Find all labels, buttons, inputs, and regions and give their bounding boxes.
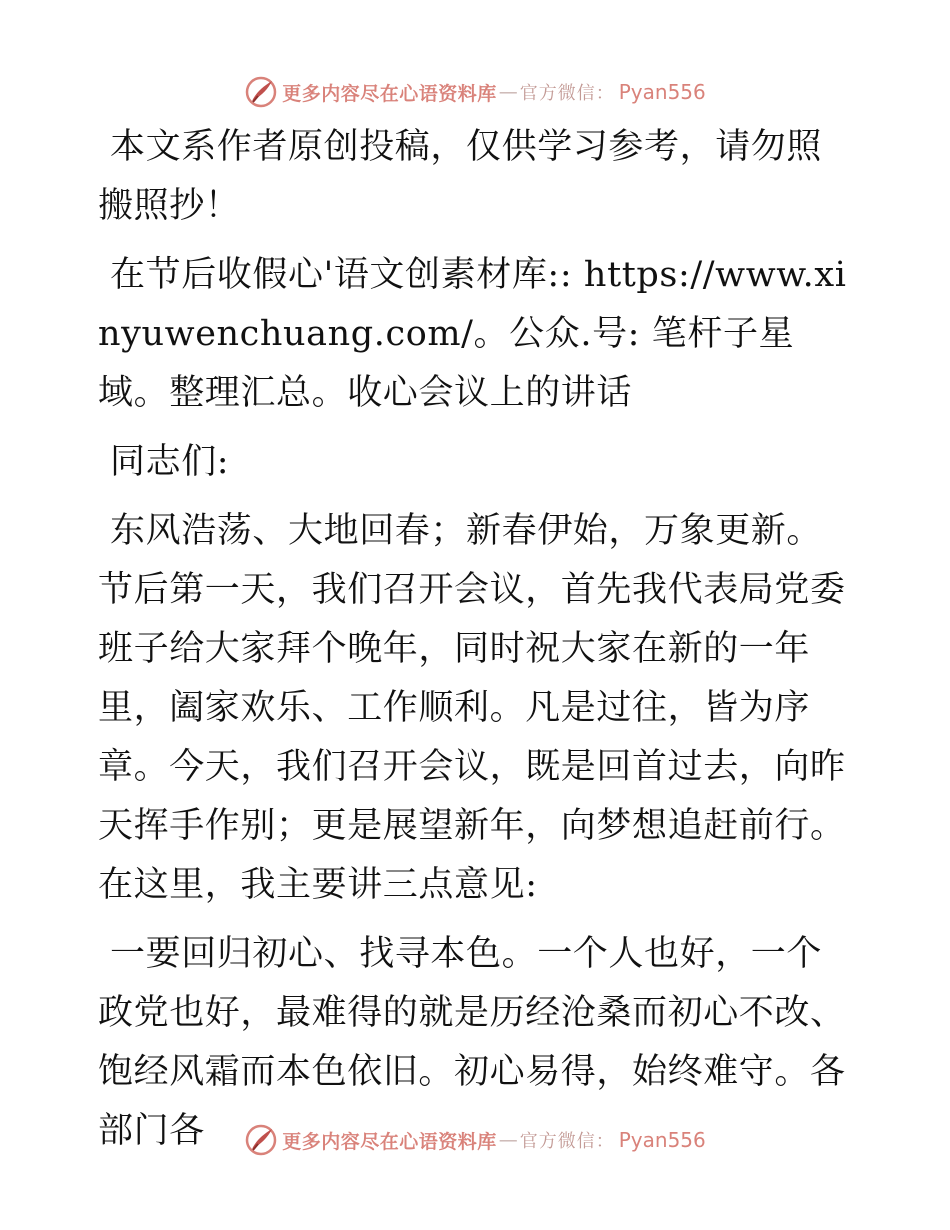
paragraph-opening: 东风浩荡、大地回春；新春伊始，万象更新。节后第一天，我们召开会议，首先我代表局党委班子给大家拜个晚年，同时祝大家在新的一年里，阖家欢乐、工作顺利。凡是过往，皆为序章。今天，我们召开会议，既是回首过去，向昨天挥手作别；更是展望新年，向梦想追赶前行。在这里，我主要讲三点意见: — [98, 511, 846, 905]
paragraph-source-info: 在节后收假心'语文创素材库:: https://www.xinyuwenchuang.com/。公众.号: 笔杆子星域。整理汇总。收心会议上的讲话 — [98, 255, 847, 413]
header-watermark — [0, 70, 950, 114]
watermark-separator: — — [498, 1129, 518, 1151]
document-body — [98, 118, 850, 1171]
watermark-account: Pyan556 — [618, 1128, 706, 1152]
watermark-wechat-label: 官方微信： — [519, 1131, 615, 1152]
watermark-brand: 更多内容尽在心语资料库 — [282, 1130, 497, 1153]
paragraph-salutation: 同志们: — [110, 442, 230, 482]
watermark-wechat-label: 官方微信： — [519, 83, 615, 104]
paragraph-copyright-notice: 本文系作者原创投稿，仅供学习参考，请勿照搬照抄！ — [98, 127, 823, 226]
footer-watermark — [0, 1118, 950, 1162]
watermark-brand: 更多内容尽在心语资料库 — [282, 82, 497, 105]
paragraph-point-one: 一要回归初心、找寻本色。一个人也好，一个政党也好，最难得的就是历经沧桑而初心不改、饱经风霜而本色依旧。初心易得，始终难守。各部门各 — [98, 934, 846, 1151]
quill-logo-icon — [244, 1123, 278, 1157]
watermark-separator: — — [498, 81, 518, 103]
quill-logo-icon — [244, 75, 278, 109]
watermark-account: Pyan556 — [618, 80, 706, 104]
